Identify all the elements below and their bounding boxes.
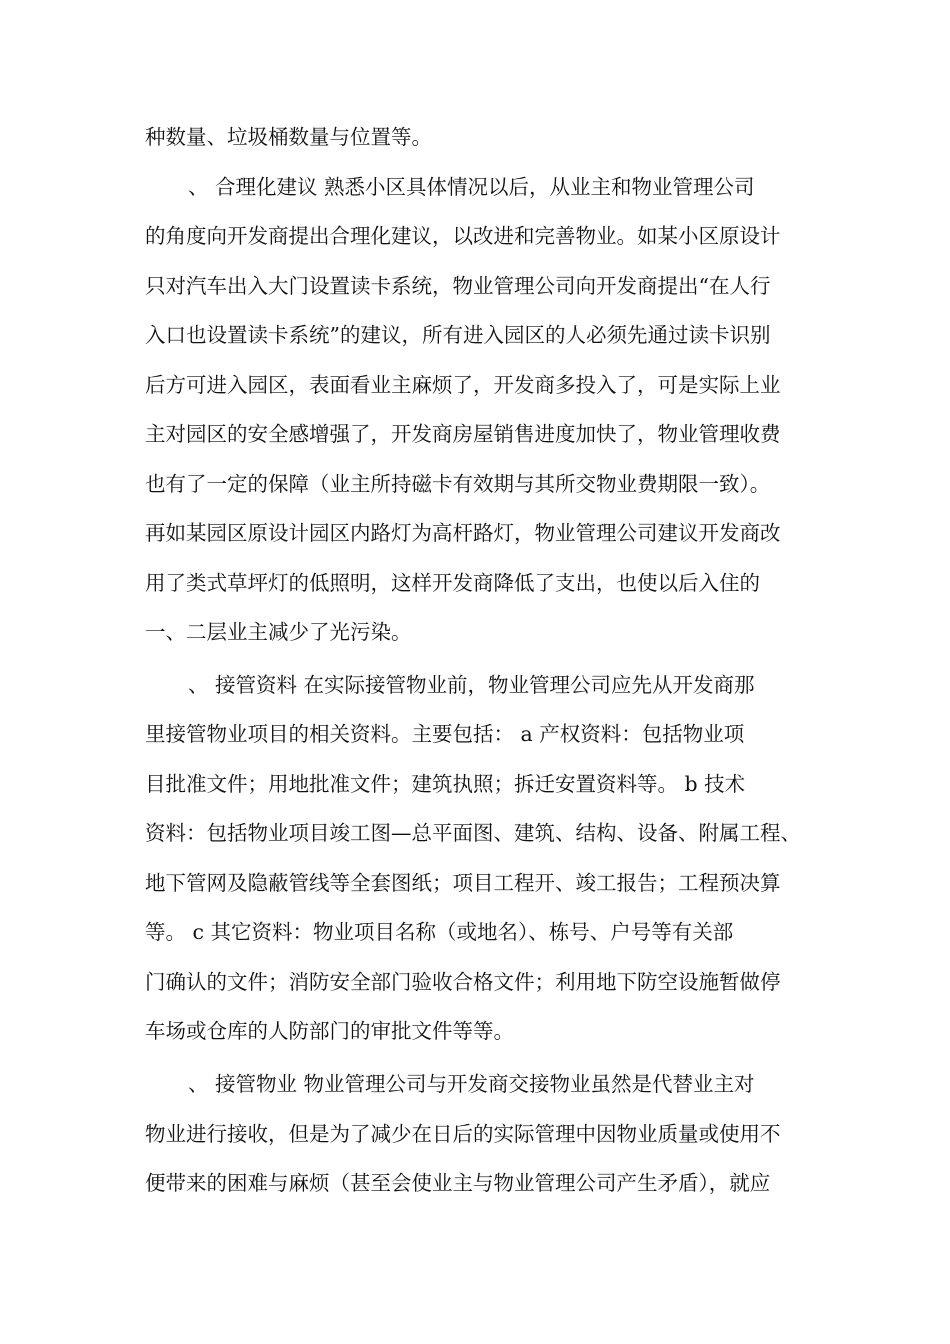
- text-line: 再如某园区原设计园区内路灯为高杆路灯，物业管理公司建议开发商改: [145, 521, 781, 545]
- paragraph-heading-line: 、 接管资料 在实际接管物业前，物业管理公司应先从开发商那: [188, 673, 755, 697]
- paragraph-heading-line: 、 接管物业 物业管理公司与开发商交接物业虽然是代替业主对: [188, 1072, 755, 1096]
- text-line: 地下管网及隐蔽管线等全套图纸；项目工程开、竣工报告；工程预决算: [145, 871, 781, 895]
- text-line: 车场或仓库的人防部门的审批文件等等。: [145, 1019, 514, 1043]
- text-line: 目批准文件；用地批准文件；建筑执照；拆迁安置资料等。 b 技术: [145, 772, 746, 796]
- text-line: 用了类式草坪灯的低照明，这样开发商降低了支出，也使以后入住的: [145, 571, 760, 595]
- text-line: 门确认的文件；消防安全部门验收合格文件；利用地下防空设施暂做停: [145, 970, 781, 994]
- text-line: 便带来的困难与麻烦（甚至会使业主与物业管理公司产生矛盾），就应: [145, 1171, 771, 1195]
- text-line: 资料：包括物业项目竣工图—总平面图、建筑、结构、设备、附属工程、: [145, 821, 801, 845]
- text-line: 等。 c 其它资料：物业项目名称（或地名）、栋号、户号等有关部: [145, 920, 734, 944]
- paragraph-heading-line: 、 合理化建议 熟悉小区具体情况以后，从业主和物业管理公司: [188, 175, 755, 199]
- text-line: 主对园区的安全感增强了，开发商房屋销售进度加快了，物业管理收费: [145, 422, 781, 446]
- text-line: 种数量、垃圾桶数量与位置等。: [145, 125, 432, 149]
- text-line: 入口也设置读卡系统”的建议，所有进入园区的人必须先通过读卡识别: [145, 323, 771, 347]
- text-line: 只对汽车出入大门设置读卡系统，物业管理公司向开发商提出“在人行: [145, 274, 771, 298]
- text-line: 也有了一定的保障（业主所持磁卡有效期与其所交物业费期限一致）。: [145, 472, 771, 496]
- text-line: 里接管物业项目的相关资料。主要包括： a 产权资料：包括物业项: [145, 722, 745, 746]
- text-line: 的角度向开发商提出合理化建议，以改进和完善物业。如某小区原设计: [145, 224, 781, 248]
- text-line: 一、二层业主减少了光污染。: [145, 620, 412, 644]
- text-line: 后方可进入园区，表面看业主麻烦了，开发商多投入了，可是实际上业: [145, 373, 781, 397]
- text-line: 物业进行接收，但是为了减少在日后的实际管理中因物业质量或使用不: [145, 1122, 781, 1146]
